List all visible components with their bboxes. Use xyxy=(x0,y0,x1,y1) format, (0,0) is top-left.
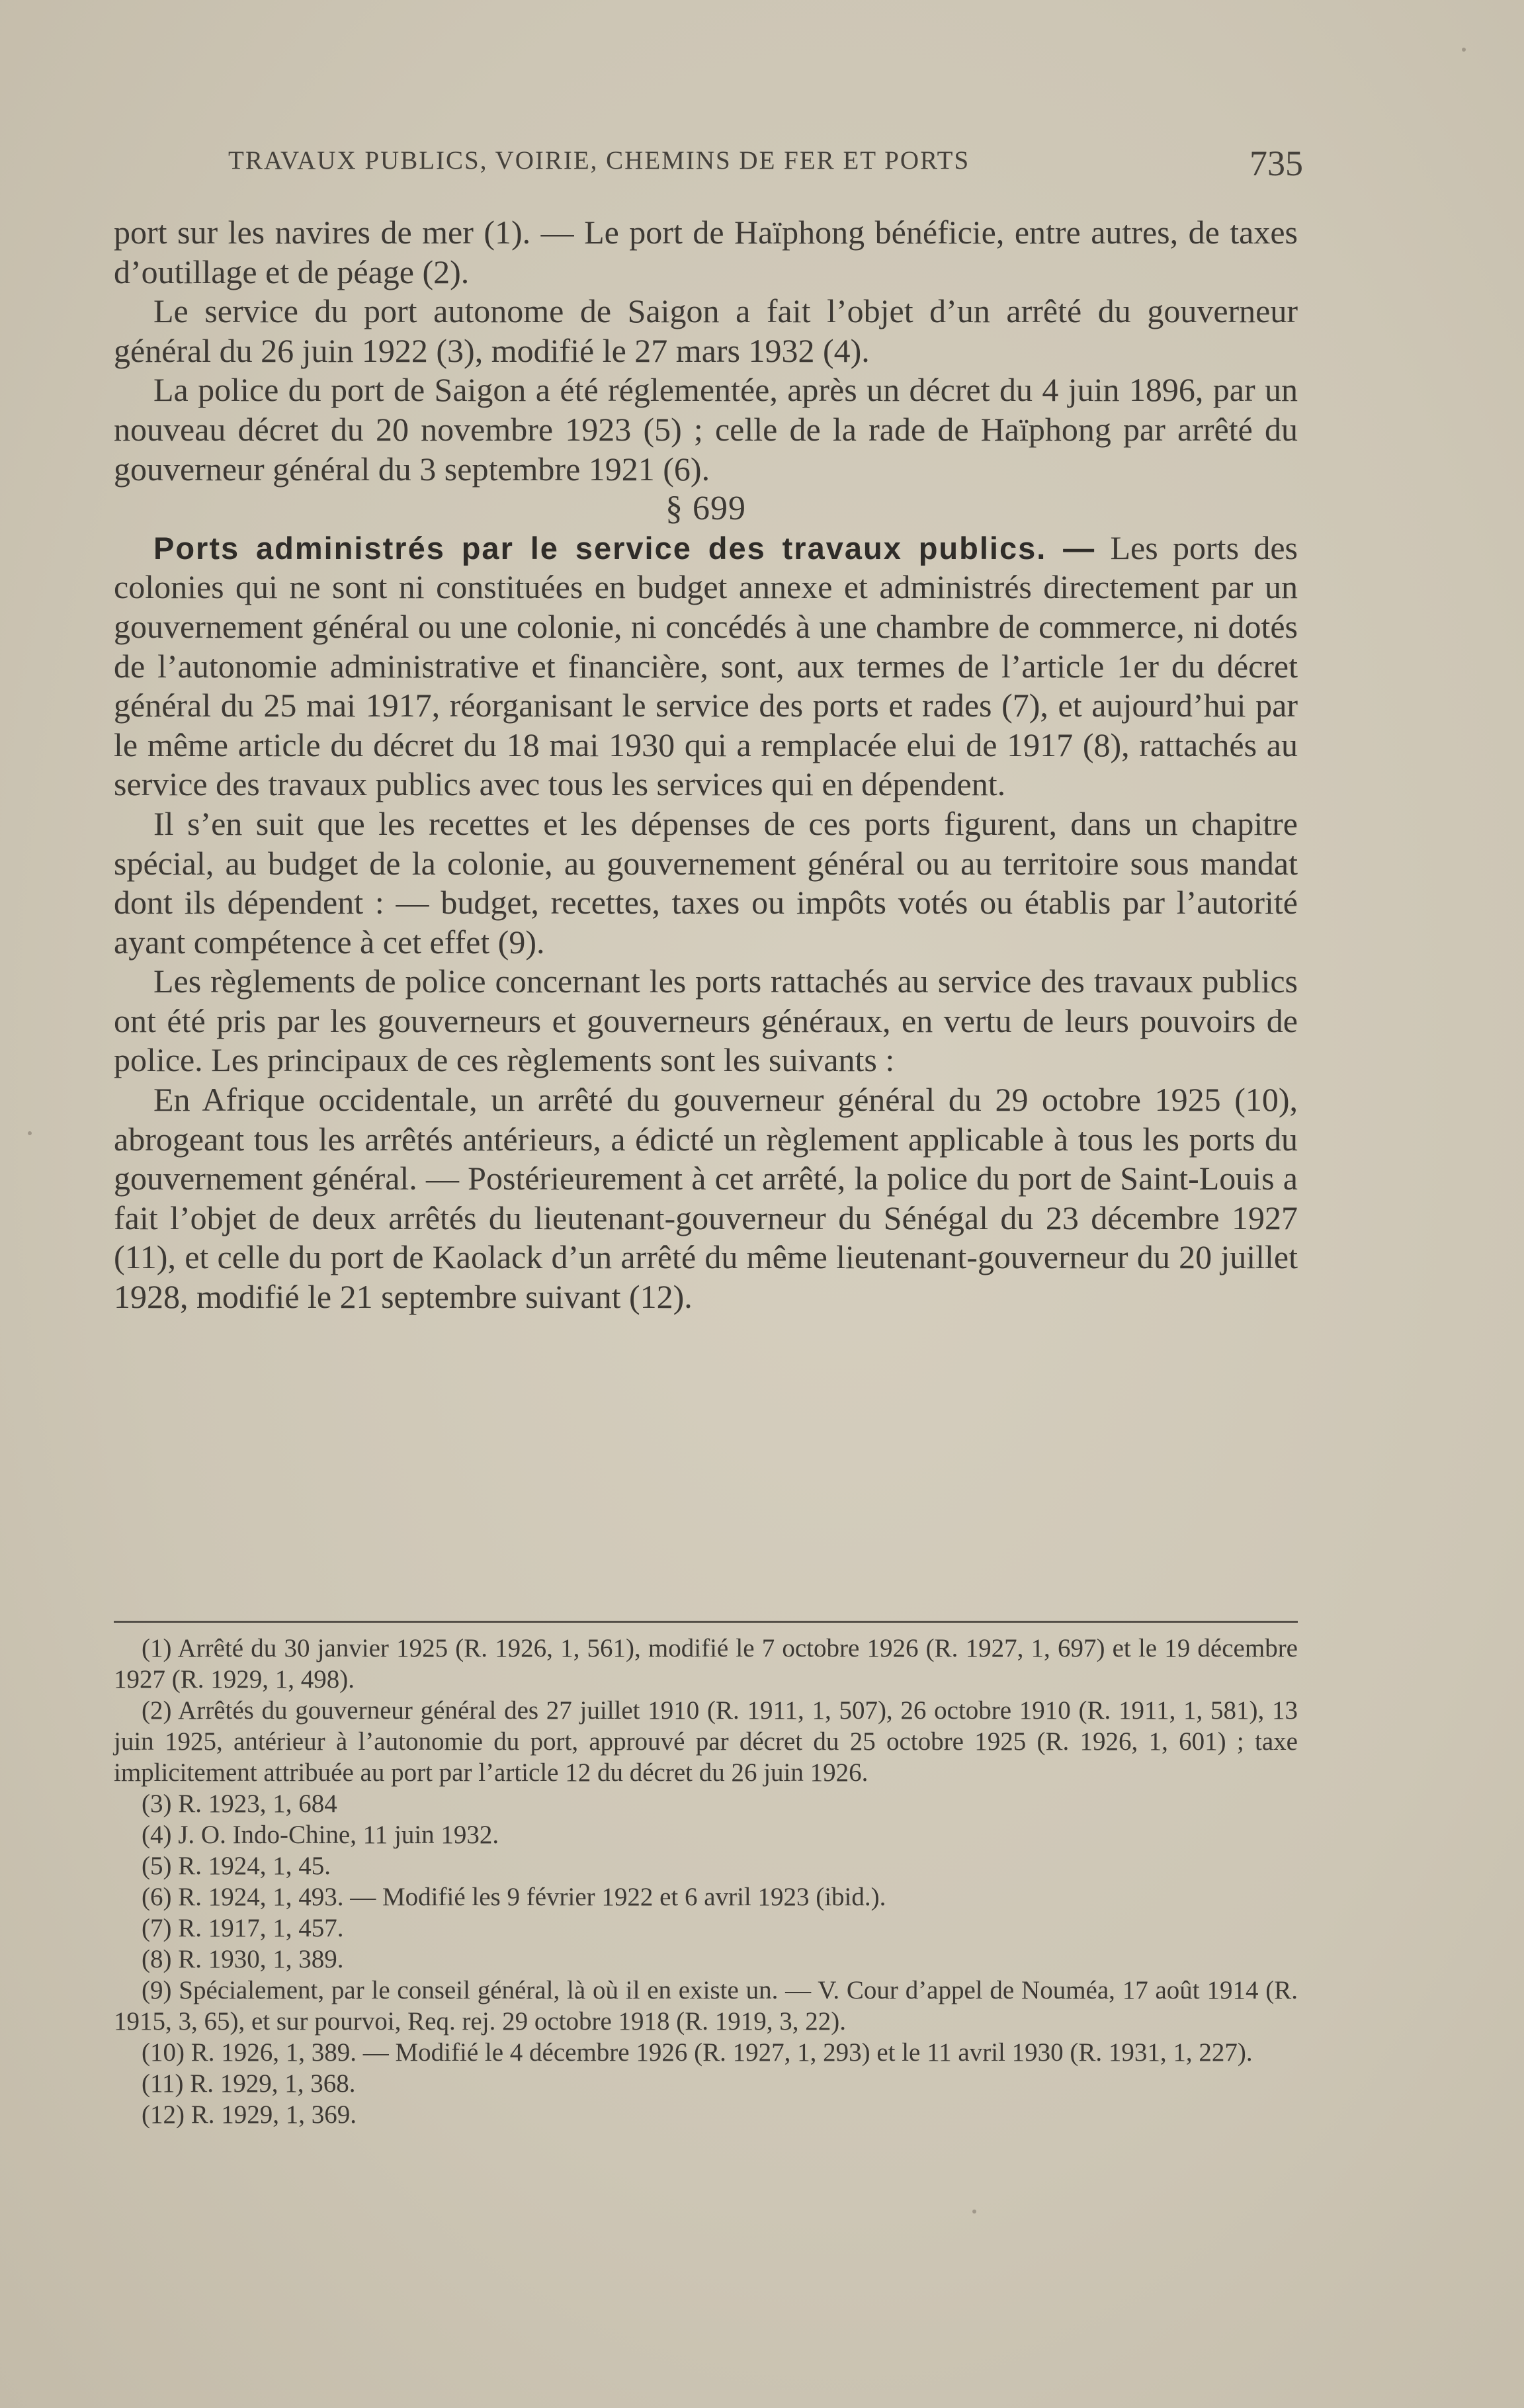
footnote-rule xyxy=(114,1621,1298,1623)
page-header xyxy=(228,143,1303,183)
paper-speck xyxy=(1462,48,1466,52)
paragraph-4 xyxy=(114,529,1298,804)
section-heading: Ports administrés par le service des travaux publics. — xyxy=(153,530,1096,566)
footnote-6: (6) R. 1924, 1, 493. — Modifié les 9 février 1922 et 6 avril 1923 (ibid.). xyxy=(142,1883,886,1911)
page-number: 735 xyxy=(1249,144,1303,183)
paper-speck xyxy=(972,2210,976,2214)
footnote-4: (4) J. O. Indo-Chine, 11 juin 1932. xyxy=(142,1821,499,1849)
paragraph-5: Il s’en suit que les recettes et les dépenses de ces ports figurent, dans un chapitre spécial, au budget de la colonie, au gouvernement général ou au territoire sous mandat dont ils dépendent : — budget, recettes, taxes ou impôts votés ou établis par l’autorité ayant compétence à cet effet (9). xyxy=(114,804,1298,961)
footnote-9: (9) Spécialement, par le conseil général, là où il en existe un. — V. Cour d’appel de Nouméa, 17 août 1914 (R. 1915, 3, 65), et sur pourvoi, Req. rej. 29 octobre 1918 (R. 1919, 3, 22). xyxy=(114,1976,1298,2036)
paragraph-3: La police du port de Saigon a été réglementée, après un décret du 4 juin 1896, par un nouveau décret du 20 novembre 1923 (5) ; celle de la rade de Haïphong par arrêté du gouverneur général du 3 septembre 1921 (6). xyxy=(114,371,1298,488)
footnotes xyxy=(114,1633,1298,2130)
running-title: TRAVAUX PUBLICS, VOIRIE, CHEMINS DE FER ET PORTS xyxy=(228,146,970,175)
paragraph-4-text: Les ports des colonies qui ne sont ni constituées en budget annexe et administrés directement par un gouvernement général ou une colonie, ni concédés à une chambre de commerce, ni dotés de l’autonomie administrative et financière, sont, aux termes de l’article 1er du décret général du 25 mai 1917, réorganisant le service des ports et rades (7), et aujourd’hui par le même article du décret du 18 mai 1930 qui a remplacée elui de 1917 (8), rattachés au service des travaux publics avec tous les services qui en dépendent. xyxy=(114,529,1298,803)
footnote-3: (3) R. 1923, 1, 684 xyxy=(142,1789,337,1818)
paragraph-1: port sur les navires de mer (1). — Le port de Haïphong bénéficie, entre autres, de taxes d’outillage et de péage (2). xyxy=(114,214,1298,290)
footnote-7: (7) R. 1917, 1, 457. xyxy=(142,1914,344,1942)
footnote-2: (2) Arrêtés du gouverneur général des 27 juillet 1910 (R. 1911, 1, 507), 26 octobre 1910 (R. 1911, 1, 581), 13 juin 1925, antérieur à l’autonomie du port, approuvé par décret du 25 octobre 1925 (R. 1926, 1, 601) ; taxe implicitement attribuée au port par l’article 12 du décret du 26 juin 1926. xyxy=(114,1696,1298,1787)
paragraph-6: Les règlements de police concernant les ports rattachés au service des travaux publics ont été pris par les gouverneurs et gouverneurs généraux, en vertu de leurs pouvoirs de police. Les principaux de ces règlements sont les suivants : xyxy=(114,963,1298,1079)
paragraph-7: En Afrique occidentale, un arrêté du gouverneur général du 29 octobre 1925 (10), abrogeant tous les arrêtés antérieurs, a édicté un règlement applicable à tous les ports du gouvernement général. — Postérieurement à cet arrêté, la police du port de Saint-Louis a fait l’objet de deux arrêtés du lieutenant-gouverneur du Sénégal du 23 décembre 1927 (11), et celle du port de Kaolack d’un arrêté du même lieutenant-gouverneur du 20 juillet 1928, modifié le 21 septembre suivant (12). xyxy=(114,1081,1298,1316)
footnote-5: (5) R. 1924, 1, 45. xyxy=(142,1852,331,1880)
main-text xyxy=(114,213,1298,1317)
footnote-10: (10) R. 1926, 1, 389. — Modifié le 4 décembre 1926 (R. 1927, 1, 293) et le 11 avril 1930 (R. 1931, 1, 227). xyxy=(142,2038,1253,2067)
paragraph-2: Le service du port autonome de Saigon a fait l’objet d’un arrêté du gouverneur général du 26 juin 1922 (3), modifié le 27 mars 1932 (4). xyxy=(114,292,1298,369)
footnote-8: (8) R. 1930, 1, 389. xyxy=(142,1945,344,1973)
footnote-11: (11) R. 1929, 1, 368. xyxy=(142,2069,356,2098)
section-number: § 699 xyxy=(665,490,746,528)
footnote-1: (1) Arrêté du 30 janvier 1925 (R. 1926, 1, 561), modifié le 7 octobre 1926 (R. 1927, 1, 697) et le 19 décembre 1927 (R. 1929, 1, 498). xyxy=(114,1634,1298,1694)
footnote-12: (12) R. 1929, 1, 369. xyxy=(142,2100,357,2129)
paper-speck xyxy=(28,1131,32,1135)
